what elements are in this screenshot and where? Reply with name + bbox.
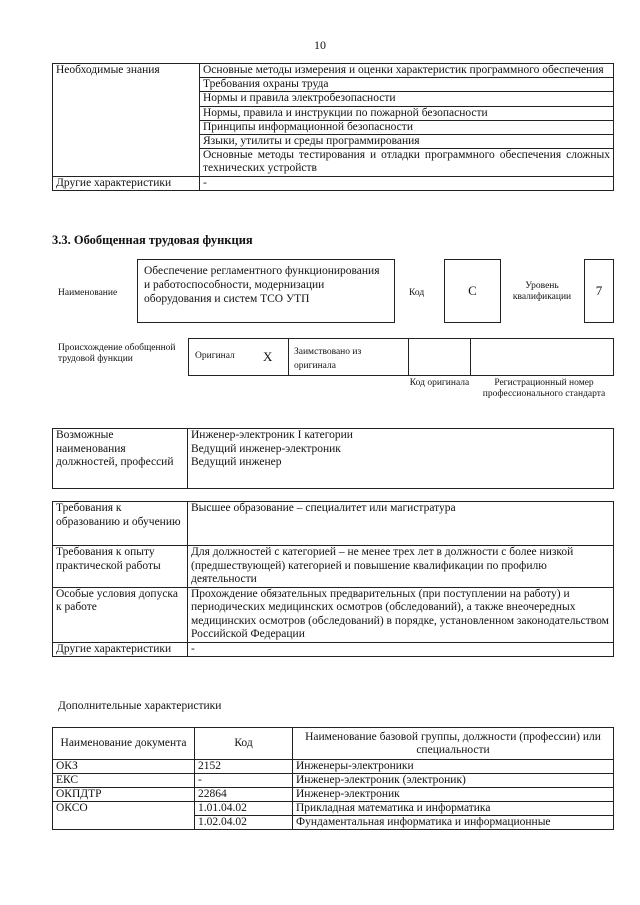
original-label: Оригинал [195, 351, 235, 361]
header-doc: Наименование документа [53, 728, 195, 760]
requirement-value: Прохождение обязательных предварительных (при поступлении на работу) и периодических медицинских осмотров (обследований), а также внеочередных медицинских осмотров (обследований) в порядке, установленном законодательством Российской Федерации [188, 587, 614, 642]
knowledge-item: Нормы и правила электробезопасности [200, 92, 614, 106]
row-code: - [195, 774, 293, 788]
row-code: 22864 [195, 788, 293, 802]
reg-number-caption: Регистрационный номер профессионального стандарта [482, 378, 606, 399]
name-label: Наименование [58, 288, 118, 298]
row-code: 1.01.04.02 [195, 802, 293, 816]
other-characteristics-label: Другие характеристики [53, 176, 200, 190]
code-original-caption: Код оригинала [409, 378, 470, 388]
knowledge-item: Принципы информационной безопасности [200, 120, 614, 134]
other-characteristics-value: - [200, 176, 614, 190]
row-code: 1.02.04.02 [195, 816, 293, 830]
knowledge-label: Необходимые знания [53, 64, 200, 177]
level-value: 7 [595, 283, 603, 298]
row-name: Инженер-электроник (электроник) [293, 774, 614, 788]
reg-number-box [470, 338, 614, 376]
position-item: Ведущий инженер-электроник [191, 442, 341, 455]
requirement-value: Для должностей с категорией – не менее трех лет в должности с более низкой (предшествующей) категорией и повышение квалификации по профилю деятельности [188, 546, 614, 588]
table-row [53, 774, 614, 788]
level-label: Уровень квалификации [512, 281, 572, 302]
origin-label: Происхождение обобщенной трудовой функции [58, 343, 176, 364]
function-name: Обеспечение регламентного функционирования и работоспособности, модернизации оборудования и систем ТСО УТП [144, 265, 380, 305]
original-box [188, 338, 289, 376]
page-number: 10 [314, 38, 326, 52]
code-label: Код [409, 288, 425, 298]
requirement-label: Требования к опыту практической работы [53, 546, 188, 588]
row-name: Инженеры-электроники [293, 760, 614, 774]
table-row [53, 802, 614, 816]
header-code: Код [195, 728, 293, 760]
row-doc: ЕКС [53, 774, 195, 788]
header-name: Наименование базовой группы, должности (профессии) или специальности [293, 728, 614, 760]
knowledge-item: Требования охраны труда [200, 78, 614, 92]
additional-title: Дополнительные характеристики [58, 700, 222, 712]
code-value: C [468, 283, 477, 298]
function-name-box [137, 259, 395, 323]
level-box [584, 259, 614, 323]
requirement-label: Особые условия допуска к работе [53, 587, 188, 642]
knowledge-item: Языки, утилиты и среды программирования [200, 135, 614, 149]
knowledge-table [52, 63, 614, 191]
row-name: Инженер-электроник [293, 788, 614, 802]
positions-table [52, 428, 614, 489]
code-original-box [408, 338, 471, 376]
row-name: Фундаментальная информатика и информационные [293, 816, 614, 830]
knowledge-item: Основные методы измерения и оценки характеристик программного обеспечения [200, 64, 614, 78]
position-item: Инженер-электроник I категории [191, 429, 353, 441]
original-mark: X [263, 349, 273, 364]
requirement-value: - [188, 642, 614, 657]
row-doc: ОКЗ [53, 760, 195, 774]
position-item: Ведущий инженер [191, 456, 282, 468]
requirement-label: Другие характеристики [53, 642, 188, 657]
positions-list [188, 429, 614, 489]
borrowed-label: Заимствовано из оригинала [294, 347, 362, 371]
positions-label: Возможные наименования должностей, профессий [53, 429, 188, 489]
additional-table [52, 727, 614, 830]
row-doc: ОКПДТР [53, 788, 195, 802]
borrowed-box [288, 338, 409, 376]
row-name: Прикладная математика и информатика [293, 802, 614, 816]
table-row [53, 788, 614, 802]
code-box [444, 259, 501, 323]
requirements-table [52, 501, 614, 657]
requirement-value: Высшее образование – специалитет или магистратура [188, 502, 614, 546]
knowledge-item: Основные методы тестирования и отладки программного обеспечения сложных технических устройств [200, 149, 614, 176]
row-code: 2152 [195, 760, 293, 774]
requirement-label: Требования к образованию и обучению [53, 502, 188, 546]
row-doc: ОКСО [53, 802, 195, 830]
knowledge-item: Нормы, правила и инструкции по пожарной безопасности [200, 106, 614, 120]
section-heading: 3.3. Обобщенная трудовая функция [52, 233, 253, 247]
table-row [53, 760, 614, 774]
